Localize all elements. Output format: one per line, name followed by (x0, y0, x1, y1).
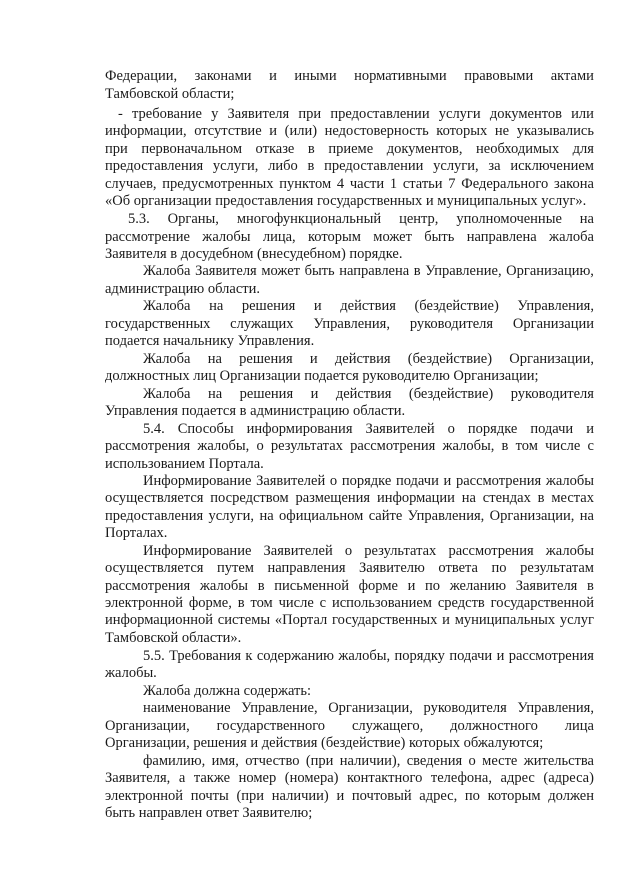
text-line: Федерации, законами и иными нормативными правовыми актами (105, 68, 594, 84)
text-line: 5.4. Способы информирования Заявителей о порядке подачи и (143, 421, 594, 437)
text-line: Жалоба на решения и действия (бездействие) руководителя (143, 386, 594, 402)
text-line: рассмотрения жалобы в письменной форме и по желанию Заявителя в (105, 578, 594, 594)
text-line: быть направлен ответ Заявителю; (105, 805, 313, 821)
text-line: Тамбовской области». (105, 630, 242, 646)
text-line: использованием Портала. (105, 456, 264, 472)
text-line: электронной почты (при наличии) и почтовый адрес, по которым должен (105, 788, 594, 804)
text-line: Информирование Заявителей о порядке подачи и рассмотрения жалобы (143, 473, 594, 489)
text-line: осуществляется путем направления Заявителю ответа по результатам (105, 560, 594, 576)
text-line: при первоначальном отказе в приеме документов, необходимых для (105, 141, 594, 157)
text-line: осуществляется посредством размещения информации на стендах в местах (105, 490, 594, 506)
text-line: государственных служащих Управления, руководителя Организации (105, 316, 594, 332)
text-line: электронной форме, в том числе с использованием средств государственной (105, 595, 594, 611)
text-line: Организации, решения и действия (бездействие) которых обжалуются; (105, 735, 544, 751)
text-line: Заявителя в досудебном (внесудебном) порядке. (105, 246, 403, 262)
text-line: предоставления услуги, на официальном сайте Управления, Организации, на (105, 508, 594, 524)
text-line: Порталах. (105, 525, 168, 541)
text-line: рассмотрения жалобы, о результатах рассмотрения жалобы, в том числе с (105, 438, 594, 454)
text-line: информации, отсутствие и (или) недостоверность которых не указывались (105, 123, 594, 139)
text-line: Жалоба Заявителя может быть направлена в Управление, Организацию, (143, 263, 594, 279)
text-line: «Об организации предоставления государственных и муниципальных услуг». (105, 193, 587, 209)
text-line: Жалоба должна содержать: (143, 683, 312, 699)
text-line: Заявителя, а также номер (номера) контактного телефона, адрес (адреса) (105, 770, 594, 786)
text-line: Управления подается в администрацию области. (105, 403, 406, 419)
text-line: администрацию области. (105, 281, 260, 297)
text-line: Организации, государственного служащего, должностного лица (105, 718, 594, 734)
text-line: Тамбовской области; (105, 86, 235, 102)
text-line: - требование у Заявителя при предоставлении услуги документов или (118, 106, 594, 122)
text-line: информационной системы «Портал государственных и муниципальных услуг (105, 612, 594, 628)
text-line: 5.5. Требования к содержанию жалобы, порядку подачи и рассмотрения (143, 648, 594, 664)
text-line: фамилию, имя, отчество (при наличии), сведения о месте жительства (143, 753, 594, 769)
text-line: Жалоба на решения и действия (бездействие) Управления, (143, 298, 594, 314)
text-line: предоставления услуги, либо в предоставлении услуги, за исключением (105, 158, 594, 174)
text-line: наименование Управление, Организации, руководителя Управления, (143, 700, 594, 716)
text-line: Жалоба на решения и действия (бездействие) Организации, (143, 351, 594, 367)
text-line: подается начальнику Управления. (105, 333, 315, 349)
text-line: Информирование Заявителей о результатах рассмотрения жалобы (143, 543, 594, 559)
text-line: рассмотрение жалобы лица, которым может быть направлена жалоба (105, 229, 594, 245)
text-line: жалобы. (105, 665, 157, 681)
text-line: должностных лиц Организации подается руководителю Организации; (105, 368, 539, 384)
text-line: 5.3. Органы, многофункциональный центр, уполномоченные на (128, 211, 594, 227)
text-line: случаев, предусмотренных пунктом 4 части 1 статьи 7 Федерального закона (105, 176, 594, 192)
